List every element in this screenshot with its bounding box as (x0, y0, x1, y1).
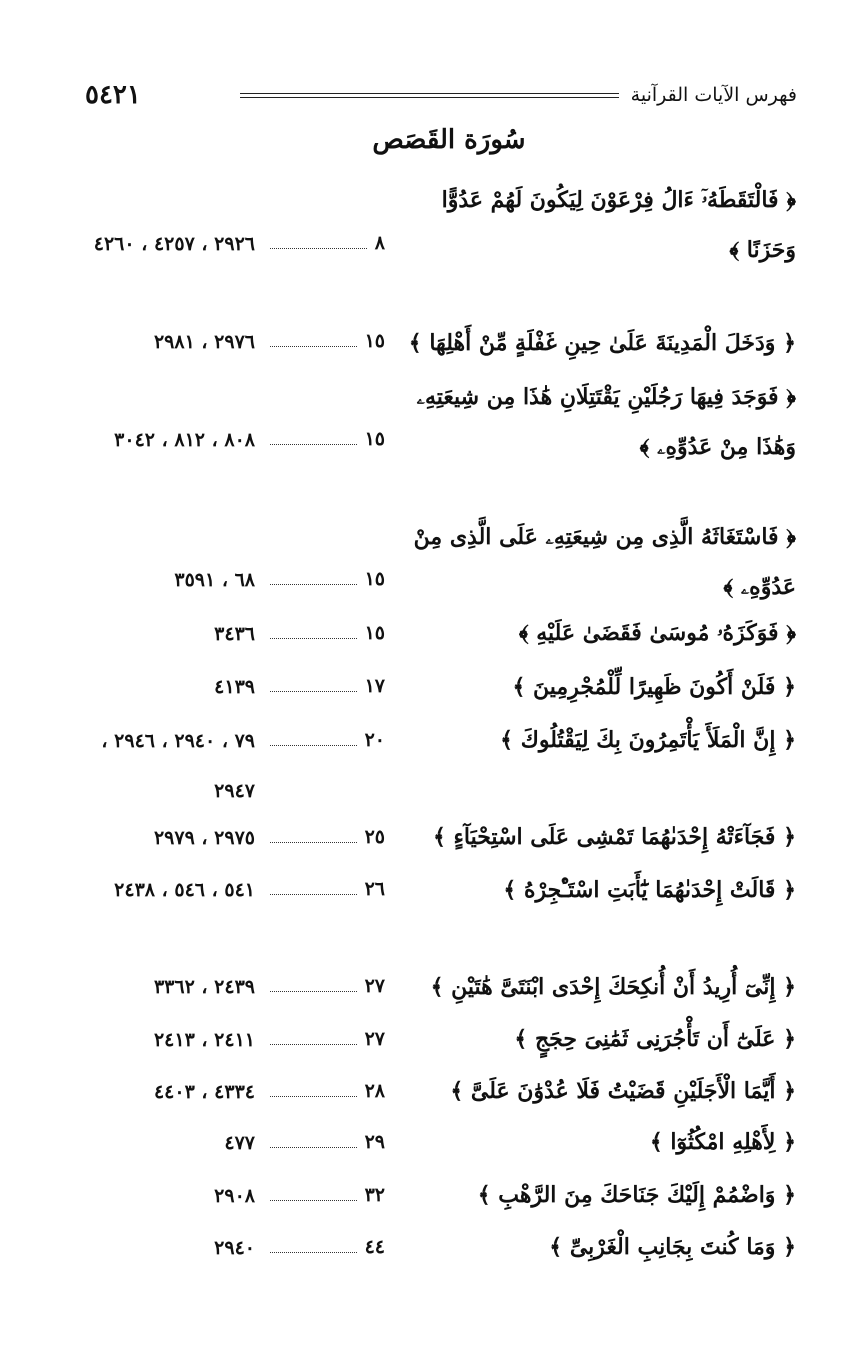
close-bracket: ﴾ (432, 824, 446, 850)
open-bracket: ﴿ (786, 524, 796, 550)
leader-dots (270, 1147, 357, 1148)
verse-text (404, 512, 796, 612)
reference-numbers: ٦٨ ، ٣٥٩١ (174, 569, 255, 591)
reference-numbers: ٢٩٤٠ (214, 1237, 255, 1259)
ayah-number-value: ٢٨ (364, 1080, 385, 1102)
verse-text (404, 662, 796, 712)
close-bracket: ﴾ (729, 237, 740, 263)
ayah-number-value: ٣٢ (364, 1184, 385, 1206)
ayah-number (270, 232, 385, 254)
reference-numbers: ٢٤١١ ، ٢٤١٣ (153, 1029, 255, 1051)
reference-numbers: ٤٧٧ (224, 1132, 255, 1154)
close-bracket: ﴾ (500, 727, 514, 753)
ayah-number (270, 622, 385, 644)
verse-words: فَوَكَزَهُۥ مُوسَىٰ فَقَضَىٰ عَلَيْهِ (536, 620, 779, 646)
close-bracket: ﴾ (723, 574, 734, 600)
header-double-rule (240, 93, 619, 103)
verse-text (404, 1170, 796, 1220)
verse-words: إِنِّىٓ أُرِيدُ أَنْ أُنكِحَكَ إِحْدَى ابْنَتَىَّ هَٰتَيْنِ (451, 974, 776, 1000)
verse-words: وَدَخَلَ الْمَدِينَةَ عَلَىٰ حِينِ غَفْلَةٍ مِّنْ أَهْلِهَا (429, 330, 776, 356)
open-bracket: ﴿ (783, 1078, 796, 1104)
close-bracket: ﴾ (512, 674, 526, 700)
reference-numbers: ٣٤٣٦ (214, 623, 255, 645)
ayah-number-value: ٨ (374, 232, 385, 254)
verse-words: قَالَتْ إِحْدَىٰهُمَا يَٰٓأَبَتِ اسْتَـْٔجِرْهُ (523, 877, 776, 903)
open-bracket: ﴿ (783, 1026, 796, 1052)
open-bracket: ﴿ (783, 1234, 796, 1260)
verse-words: عَلَىٰٓ أَن تَأْجُرَنِى ثَمَٰنِىَ حِجَجٍ (534, 1026, 776, 1052)
reference-numbers: ٢٩٧٦ ، ٢٩٨١ (153, 331, 255, 353)
ayah-number-value: ٤٤ (364, 1236, 385, 1258)
close-bracket: ﴾ (408, 330, 422, 356)
open-bracket: ﴿ (783, 974, 796, 1000)
leader-dots (270, 691, 357, 692)
close-bracket: ﴾ (649, 1129, 663, 1155)
leader-dots (270, 1200, 357, 1201)
verse-words: أَيَّمَا الْأَجَلَيْنِ قَضَيْتُ فَلَا عُدْوَٰنَ عَلَىَّ (470, 1078, 776, 1104)
verse-text (404, 175, 796, 275)
close-bracket: ﴾ (477, 1182, 491, 1208)
open-bracket: ﴿ (783, 330, 796, 356)
close-bracket: ﴾ (503, 877, 517, 903)
verse-words: فَوَجَدَ فِيهَا رَجُلَيْنِ يَقْتَتِلَانِ هَٰذَا مِن شِيعَتِهِۦ وَهَٰذَا مِنْ عَدُوِّهِۦ (416, 384, 796, 460)
ayah-number-value: ٢٧ (364, 975, 385, 997)
verse-text (404, 1117, 796, 1167)
ayah-number-value: ٢٩ (364, 1131, 385, 1153)
reference-numbers: ٥٤١ ، ٥٤٦ ، ٢٤٣٨ (114, 879, 255, 901)
verse-text (404, 1014, 796, 1064)
ayah-number (270, 330, 385, 352)
verse-words: فَالْتَقَطَهُۥٓ ءَالُ فِرْعَوْنَ لِيَكُونَ لَهُمْ عَدُوًّا وَحَزَنًا (441, 187, 796, 263)
page-header (85, 80, 797, 114)
close-bracket: ﴾ (639, 434, 650, 460)
ayah-number (270, 826, 385, 848)
leader-dots (270, 894, 357, 895)
ayah-number-value: ١٥ (364, 330, 385, 352)
verse-text (404, 1066, 796, 1116)
verse-words: وَاضْمُمْ إِلَيْكَ جَنَاحَكَ مِنَ الرَّهْبِ (498, 1182, 776, 1208)
open-bracket: ﴿ (783, 1182, 796, 1208)
leader-dots (270, 745, 357, 746)
leader-dots (270, 444, 357, 445)
leader-dots (270, 1252, 357, 1253)
ayah-number-value: ٢٧ (364, 1028, 385, 1050)
ayah-number (270, 1080, 385, 1102)
verse-text (404, 1222, 796, 1272)
open-bracket: ﴿ (783, 674, 796, 700)
ayah-number (270, 975, 385, 997)
ayah-number-value: ١٧ (364, 675, 385, 697)
open-bracket: ﴿ (786, 620, 796, 646)
verse-text (404, 962, 796, 1012)
leader-dots (270, 346, 357, 347)
leader-dots (270, 1044, 357, 1045)
reference-numbers: ٨٠٨ ، ٨١٢ ، ٣٠٤٢ (114, 429, 255, 451)
close-bracket: ﴾ (514, 1026, 528, 1052)
close-bracket: ﴾ (450, 1078, 464, 1104)
verse-text (404, 865, 796, 915)
ayah-number (270, 1028, 385, 1050)
close-bracket: ﴾ (430, 974, 444, 1000)
reference-numbers: ٤٣٣٤ ، ٤٤٠٣ (153, 1081, 255, 1103)
reference-numbers: ٢٩٠٨ (214, 1185, 255, 1207)
verse-words: لِأَهْلِهِ امْكُثُوٓا (670, 1129, 776, 1155)
leader-dots (270, 991, 357, 992)
open-bracket: ﴿ (786, 384, 796, 410)
ayah-number (270, 878, 385, 900)
ayah-number-value: ٢٦ (364, 878, 385, 900)
reference-numbers: ٧٩ ، ٢٩٤٠ ، ٢٩٤٦ ، ٢٩٤٧ (101, 730, 255, 802)
leader-dots (270, 248, 367, 249)
close-bracket: ﴾ (518, 620, 529, 646)
ayah-number (270, 1184, 385, 1206)
ayah-number (270, 568, 385, 590)
open-bracket: ﴿ (783, 877, 796, 903)
ayah-number-value: ١٥ (364, 568, 385, 590)
close-bracket: ﴾ (549, 1234, 563, 1260)
verse-words: فَجَآءَتْهُ إِحْدَىٰهُمَا تَمْشِى عَلَى اسْتِحْيَآءٍ (453, 824, 776, 850)
open-bracket: ﴿ (783, 1129, 796, 1155)
ayah-number (270, 1131, 385, 1153)
ayah-number-value: ٢٥ (364, 826, 385, 848)
open-bracket: ﴿ (783, 727, 796, 753)
ayah-number (270, 675, 385, 697)
verse-words: إِنَّ الْمَلَأَ يَأْتَمِرُونَ بِكَ لِيَقْتُلُوكَ (520, 727, 776, 753)
ayah-number (270, 729, 385, 751)
leader-dots (270, 842, 357, 843)
ayah-number-value: ١٥ (364, 428, 385, 450)
reference-numbers: ٢٩٧٥ ، ٢٩٧٩ (153, 827, 255, 849)
open-bracket: ﴿ (786, 187, 796, 213)
surah-title: سُورَة القَصَص (372, 125, 526, 155)
ayah-number-value: ١٥ (364, 622, 385, 644)
verse-text (404, 608, 796, 658)
ayah-number-value: ٢٠ (364, 729, 385, 751)
reference-numbers: ٤١٣٩ (214, 676, 255, 698)
verse-text (404, 715, 796, 765)
leader-dots (270, 638, 357, 639)
verse-words: فَاسْتَغَاثَهُ الَّذِى مِن شِيعَتِهِۦ عَلَى الَّذِى مِنْ عَدُوِّهِۦ (413, 524, 796, 600)
ayah-number (270, 1236, 385, 1258)
ayah-number (270, 428, 385, 450)
verse-words: وَمَا كُنتَ بِجَانِبِ الْغَرْبِىِّ (569, 1234, 776, 1260)
reference-numbers: ٢٤٣٩ ، ٣٣٦٢ (153, 976, 255, 998)
open-bracket: ﴿ (783, 824, 796, 850)
leader-dots (270, 1096, 357, 1097)
verse-text (404, 812, 796, 862)
verse-text (404, 372, 796, 472)
page-number: ٥٤٢١ (85, 80, 141, 110)
reference-numbers: ٢٩٢٦ ، ٤٢٥٧ ، ٤٢٦٠ (93, 233, 255, 255)
verse-text (404, 318, 796, 368)
verse-words: فَلَنْ أَكُونَ ظَهِيرًا لِّلْمُجْرِمِينَ (533, 674, 776, 700)
leader-dots (270, 584, 357, 585)
running-title: فهرس الآيات القرآنية (630, 84, 797, 106)
